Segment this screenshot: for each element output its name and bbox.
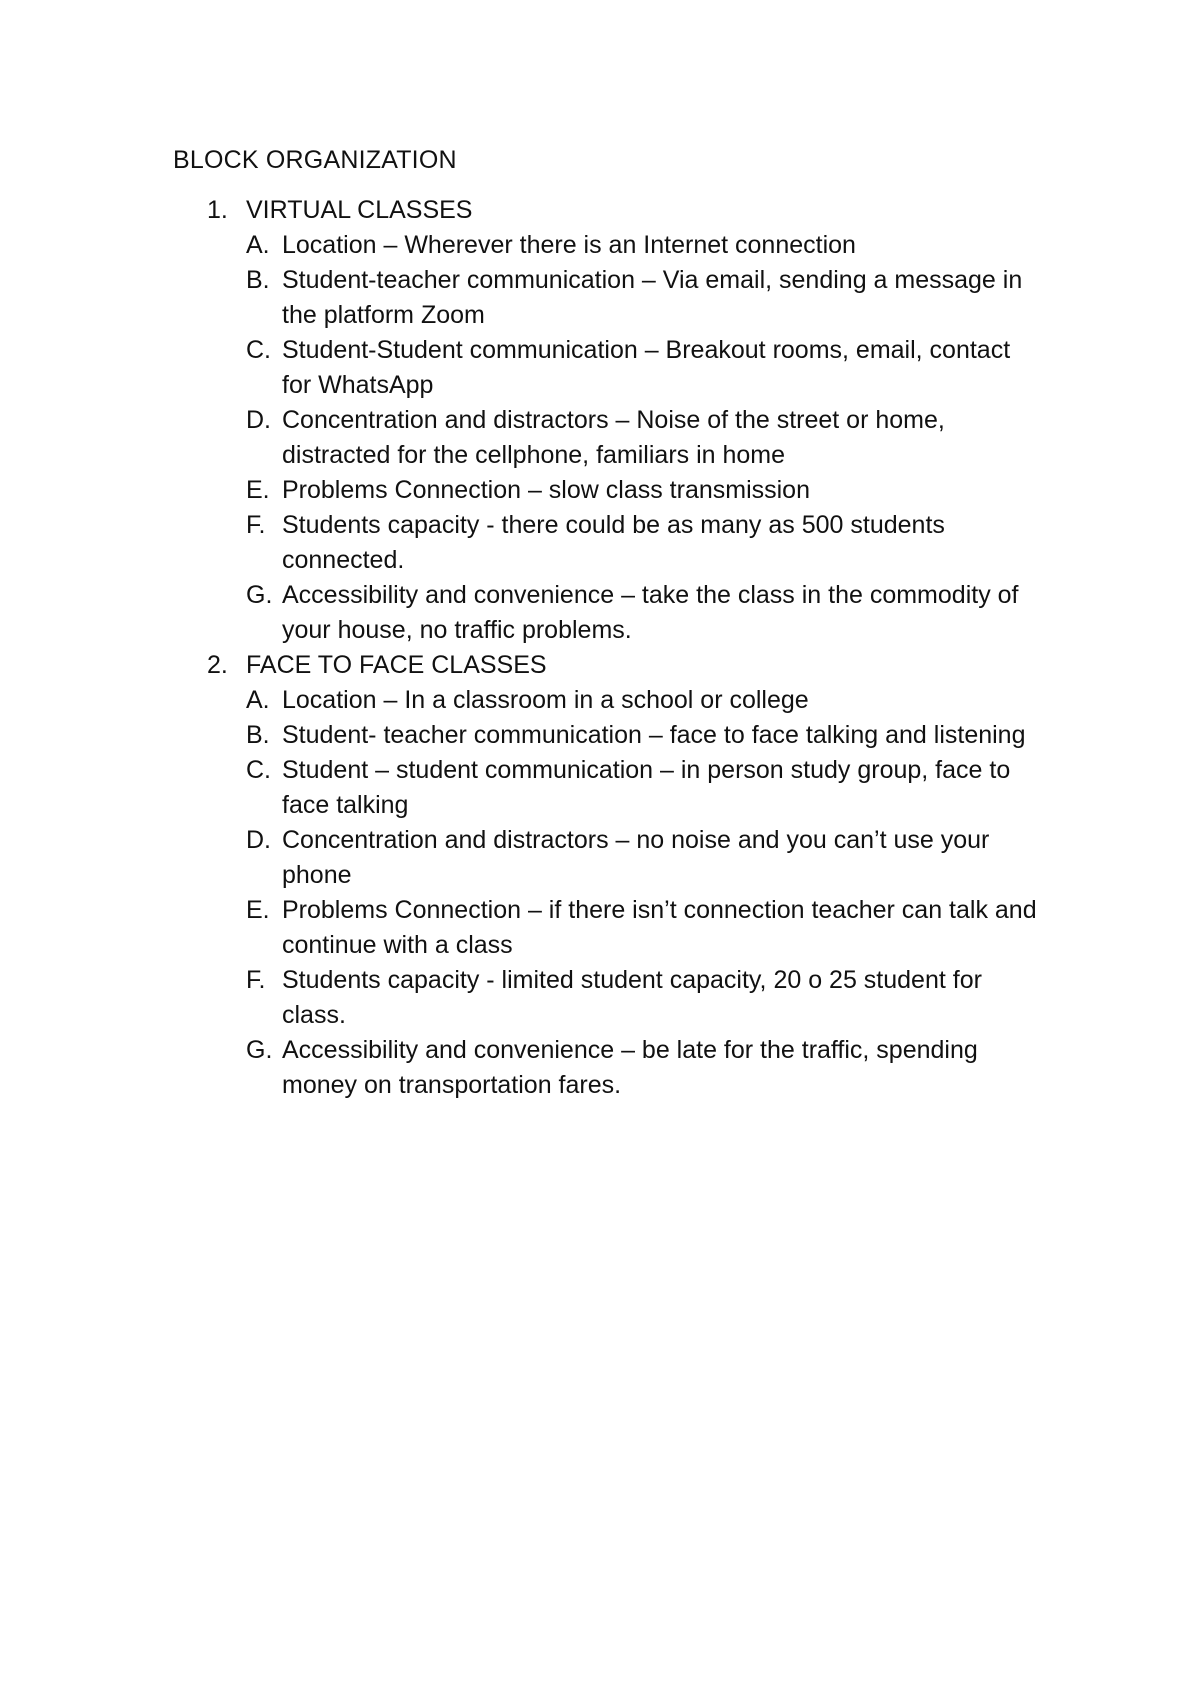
list-item	[0, 1033, 1200, 1103]
item-text: Student- teacher communication – face to face talking and listening	[282, 721, 1026, 749]
item-text: Concentration and distractors – no noise and you can’t use your phone	[282, 826, 990, 889]
item-text: Concentration and distractors – Noise of the street or home, distracted for the cellphone, familiars in home	[282, 406, 945, 469]
item-letter: F.	[246, 511, 266, 539]
item-text: Problems Connection – slow class transmission	[282, 476, 810, 504]
item-letter: D.	[246, 406, 271, 434]
item-letter: A.	[246, 686, 270, 714]
item-text: Student-teacher communication – Via email, sending a message in the platform Zoom	[282, 266, 1023, 329]
section-heading	[0, 648, 1200, 683]
item-text: Location – In a classroom in a school or college	[282, 686, 809, 714]
item-letter: D.	[246, 826, 271, 854]
item-letter: B.	[246, 266, 270, 294]
section-face-to-face-classes	[0, 648, 1200, 1103]
document-title: BLOCK ORGANIZATION	[173, 146, 457, 174]
item-letter: G.	[246, 581, 273, 609]
list-item	[0, 333, 1200, 403]
item-text: Student – student communication – in person study group, face to face talking	[282, 756, 1011, 819]
list-item	[0, 228, 1200, 263]
item-letter: A.	[246, 231, 270, 259]
section-heading	[0, 193, 1200, 228]
section-title: FACE TO FACE CLASSES	[246, 651, 547, 679]
section-list	[0, 193, 1200, 1103]
list-item	[0, 508, 1200, 578]
list-item	[0, 753, 1200, 823]
item-letter: B.	[246, 721, 270, 749]
item-text: Student-Student communication – Breakout rooms, email, contact for WhatsApp	[282, 336, 1011, 399]
item-text: Problems Connection – if there isn’t connection teacher can talk and continue with a class	[282, 896, 1037, 959]
item-letter: C.	[246, 336, 271, 364]
item-text: Accessibility and convenience – be late for the traffic, spending money on transportation fares.	[282, 1036, 978, 1099]
list-item	[0, 683, 1200, 718]
list-item	[0, 718, 1200, 753]
list-item	[0, 963, 1200, 1033]
section-number: 2.	[207, 651, 228, 679]
item-text: Location – Wherever there is an Internet connection	[282, 231, 856, 259]
section-virtual-classes	[0, 193, 1200, 648]
list-item	[0, 403, 1200, 473]
list-item	[0, 823, 1200, 893]
item-text: Students capacity - limited student capacity, 20 o 25 student for class.	[282, 966, 982, 1029]
item-letter: G.	[246, 1036, 273, 1064]
list-item	[0, 893, 1200, 963]
section-title: VIRTUAL CLASSES	[246, 196, 473, 224]
item-text: Accessibility and convenience – take the class in the commodity of your house, no traffic problems.	[282, 581, 1019, 644]
list-item	[0, 578, 1200, 648]
section-number: 1.	[207, 196, 228, 224]
list-item	[0, 263, 1200, 333]
item-letter: C.	[246, 756, 271, 784]
item-letter: F.	[246, 966, 266, 994]
item-letter: E.	[246, 476, 270, 504]
item-letter: E.	[246, 896, 270, 924]
item-text: Students capacity - there could be as many as 500 students connected.	[282, 511, 945, 574]
list-item	[0, 473, 1200, 508]
